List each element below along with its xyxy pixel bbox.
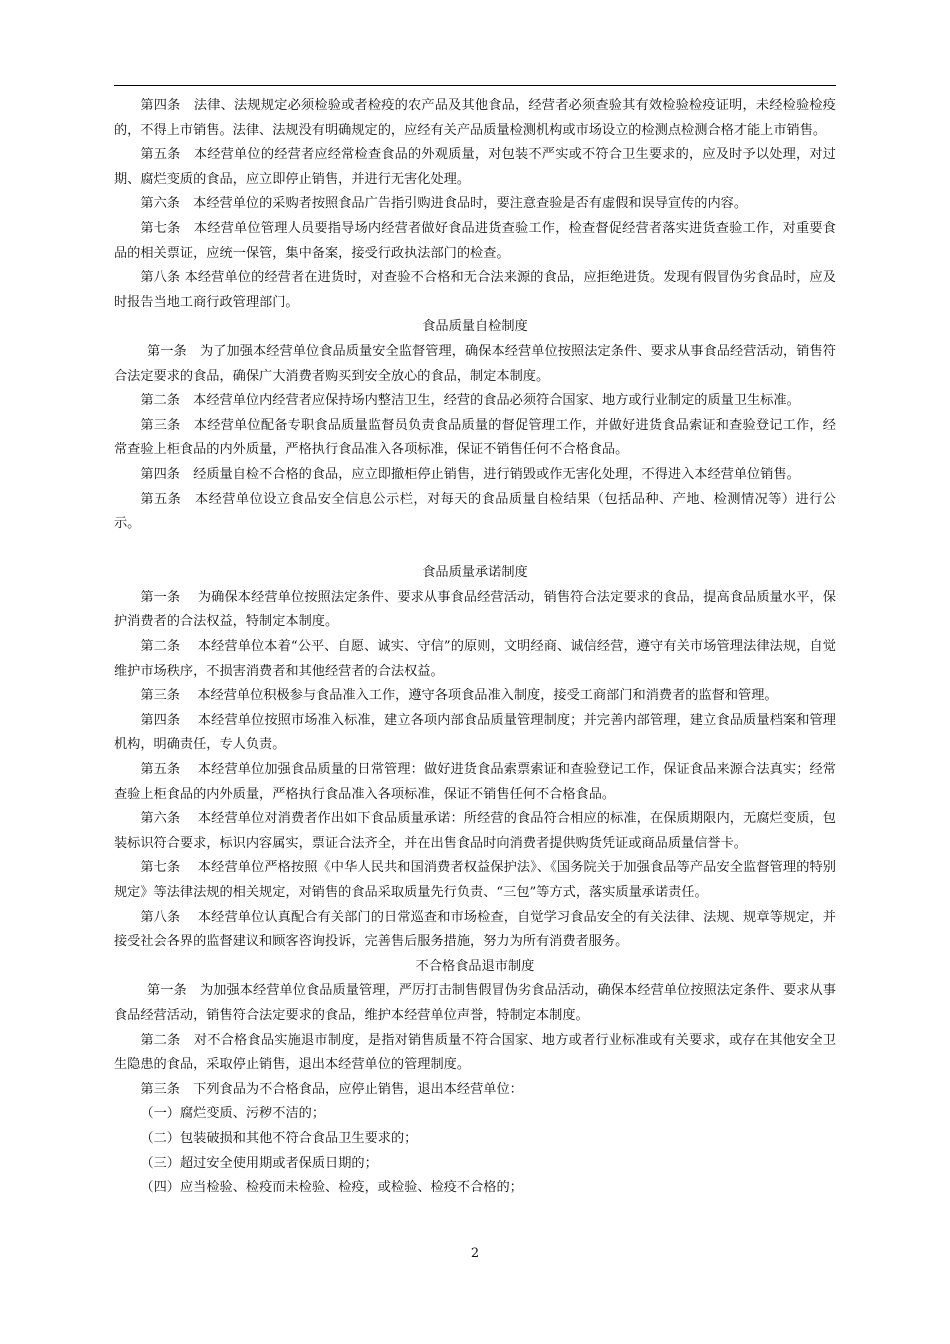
paragraph: 第二条 对不合格食品实施退市制度，是指对销售质量不符合国家、地方或者行业标准或有关要求，或存在其他安全卫生隐患的食品，采取停止销售，退出本经营单位的管理制度。 bbox=[114, 1032, 836, 1073]
paragraph: 第三条 本经营单位配备专职食品质量监督员负责食品质量的督促管理工作，并做好进货食品索证和查验登记工作，经常查验上柜食品的内外质量，严格执行食品准入各项标准，保证不销售任何不合格食品。 bbox=[114, 417, 836, 458]
paragraph: 第一条 为加强本经营单位食品质量管理，严厉打击制售假冒伪劣食品活动，确保本经营单位按照法定条件、要求从事食品经营活动，销售符合法定要求的食品，维护本经营单位声誉，特制定本制度。 bbox=[114, 983, 836, 1023]
section-title-recall: 不合格食品退市制度 bbox=[415, 958, 535, 974]
list-item: （一）腐烂变质、污秽不洁的； bbox=[140, 1106, 326, 1122]
paragraph: 第八条 本经营单位的经营者在进货时，对查验不合格和无合法来源的食品，应拒绝进货。发现有假冒伪劣食品时，应及时报告当地工商行政管理部门。 bbox=[114, 270, 836, 310]
paragraph: 第五条 本经营单位设立食品安全信息公示栏，对每天的食品质量自检结果（包括品种、产地、检测情况等）进行公示。 bbox=[114, 491, 836, 532]
header-rule bbox=[114, 85, 836, 86]
paragraph: 第七条 本经营单位严格按照《中华人民共和国消费者权益保护法》、《国务院关于加强食品等产品安全监督管理的特别规定》等法律法规的相关规定，对销售的食品采取质量先行负责、“三包”等方式，落实质量承诺责任。 bbox=[114, 860, 836, 900]
paragraph: 第四条 本经营单位按照市场准入标准，建立各项内部食品质量管理制度；并完善内部管理，建立食品质量档案和管理机构，明确责任，专人负责。 bbox=[114, 712, 836, 753]
paragraph: 第三条 本经营单位积极参与食品准入工作，遵守各项食品准入制度，接受工商部门和消费者的监督和管理。 bbox=[140, 688, 778, 704]
paragraph: 第四条 经质量自检不合格的食品，应立即撤柜停止销售，进行销毁或作无害化处理，不得进入本经营单位销售。 bbox=[140, 466, 800, 482]
section-title-self-inspection: 食品质量自检制度 bbox=[422, 319, 528, 335]
paragraph: 第三条 下列食品为不合格食品，应停止销售，退出本经营单位： bbox=[140, 1081, 523, 1097]
paragraph: 第一条 为了加强本经营单位食品质量安全监督管理，确保本经营单位按照法定条件、要求从事食品经营活动，销售符合法定要求的食品，确保广大消费者购买到安全放心的食品，制定本制度。 bbox=[114, 343, 836, 384]
paragraph: 第二条 本经营单位本着“公平、自愿、诚实、守信”的原则，文明经商、诚信经营，遵守有关市场管理法律法规，自觉维护市场秩序，不损害消费者和其他经营者的合法权益。 bbox=[114, 639, 836, 679]
list-item: （四）应当检验、检疫而未检验、检疫，或检验、检疫不合格的； bbox=[140, 1180, 523, 1196]
paragraph: 第四条 法律、法规规定必须检验或者检疫的农产品及其他食品，经营者必须查验其有效检验检疫证明，未经检验检疫的，不得上市销售。法律、法规没有明确规定的，应经有关产品质量检测机构或市场设立的检测点检测合格才能上市销售。 bbox=[114, 98, 836, 138]
list-item: （三）超过安全使用期或者保质日期的； bbox=[140, 1155, 378, 1171]
paragraph: 第一条 为确保本经营单位按照法定条件、要求从事食品经营活动，销售符合法定要求的食品，提高食品质量水平，保护消费者的合法权益，特制定本制度。 bbox=[114, 589, 836, 630]
paragraph: 第六条 本经营单位对消费者作出如下食品质量承诺：所经营的食品符合相应的标准，在保质期限内，无腐烂变质，包装标识符合要求，标识内容属实，票证合法齐全，并在出售食品时向消费者提供购货凭证或商品质量信誉卡。 bbox=[114, 811, 836, 851]
list-item: （二）包装破损和其他不符合食品卫生要求的； bbox=[140, 1130, 418, 1146]
section-gap bbox=[114, 537, 836, 562]
paragraph: 第七条 本经营单位管理人员要指导场内经营者做好食品进货查验工作，检查督促经营者落实进货查验工作，对重要食品的相关票证，应统一保管，集中备案，接受行政执法部门的检查。 bbox=[114, 220, 836, 261]
paragraph: 第五条 本经营单位的经营者应经常检查食品的外观质量，对包装不严实或不符合卫生要求的，应及时予以处理，对过期、腐烂变质的食品，应立即停止销售，并进行无害化处理。 bbox=[114, 147, 836, 187]
paragraph: 第八条 本经营单位认真配合有关部门的日常巡查和市场检查，自觉学习食品安全的有关法律、法规、规章等规定，并接受社会各界的监督建议和顾客咨询投诉，完善售后服务措施，努力为所有消费者服务。 bbox=[114, 909, 836, 950]
page-number: 2 bbox=[470, 1246, 480, 1261]
section-title-quality-commitment: 食品质量承诺制度 bbox=[422, 565, 528, 581]
paragraph: 第六条 本经营单位的采购者按照食品广告指引购进食品时，要注意查验是否有虚假和误导宣传的内容。 bbox=[140, 196, 748, 212]
paragraph: 第五条 本经营单位加强食品质量的日常管理：做好进货食品索票索证和查验登记工作，保证食品来源合法真实；经常查验上柜食品的内外质量，严格执行食品准入各项标准，保证不销售任何不合格食品。 bbox=[114, 762, 836, 802]
paragraph: 第二条 本经营单位内经营者应保持场内整洁卫生，经营的食品必须符合国家、地方或行业制定的质量卫生标准。 bbox=[140, 393, 800, 409]
document-body bbox=[114, 94, 836, 1201]
